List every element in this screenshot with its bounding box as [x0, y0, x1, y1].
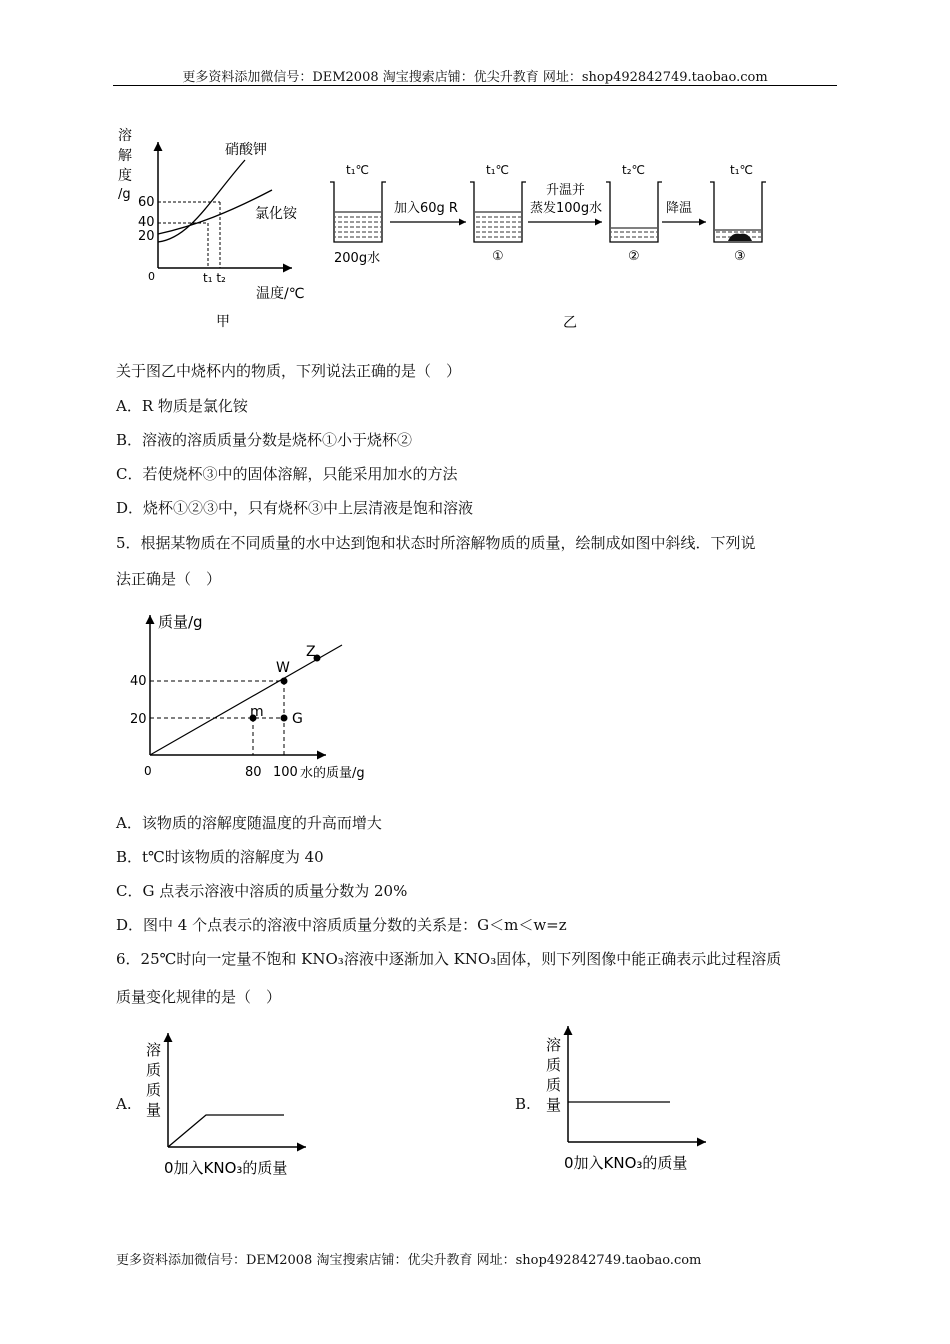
beaker3-temp: t₁℃ [730, 163, 753, 177]
beaker-1 [470, 182, 526, 242]
jia-ytick-60: 60 [138, 195, 155, 210]
q4-option-d: D．烧杯①②③中，只有烧杯③中上层清液是饱和溶液 [116, 499, 474, 517]
beaker1-label: ① [492, 249, 504, 264]
figure-jia-solubility-chart [110, 120, 320, 335]
q6-graph-b-label: B. [515, 1095, 531, 1113]
beaker0-label: 200g水 [334, 251, 381, 266]
q5-label-z: Z [306, 644, 316, 660]
jia-caption: 甲 [216, 314, 230, 330]
page-footer: 更多资料添加微信号：DEM2008 淘宝搜索店铺：优尖升教育 网址：shop492842749.taobao.com [116, 1253, 702, 1268]
jia-label-kno3: 硝酸钾 [225, 142, 267, 158]
q5-stem-line1: 5．根据某物质在不同质量的水中达到饱和状态时所溶解物质的质量，绘制成如图中斜线．下列说 [116, 534, 756, 552]
yi-caption: 乙 [563, 315, 577, 331]
jia-ytick-20: 20 [138, 229, 155, 244]
q5-xtick-100: 100 [273, 765, 298, 780]
q5-origin: 0 [144, 764, 152, 778]
q4-option-c: C．若使烧杯③中的固体溶解，只能采用加水的方法 [116, 465, 458, 483]
q5-xtick-80: 80 [245, 765, 262, 780]
figure-yi-beakers [320, 150, 780, 335]
q5-ytick-40: 40 [130, 674, 147, 689]
svg-text:质: 质 [146, 1061, 162, 1079]
svg-text:质: 质 [146, 1081, 162, 1099]
q5-option-c: C．G 点表示溶液中溶质的质量分数为 20% [116, 882, 408, 900]
q6-stem-line2: 质量变化规律的是（ ） [116, 988, 282, 1006]
arrow2-label-1: 升温并 [546, 183, 586, 198]
q4-stem: 关于图乙中烧杯内的物质，下列说法正确的是（ ） [116, 362, 462, 380]
q5-label-m: m [250, 704, 264, 720]
q6-graph-a-label: A. [116, 1095, 132, 1113]
beaker0-temp: t₁℃ [346, 163, 369, 177]
q4-option-b: B．溶液的溶质质量分数是烧杯①小于烧杯② [116, 431, 413, 449]
q5-graph [130, 605, 380, 790]
q5-stem-line2: 法正确是（ ） [116, 570, 222, 588]
jia-curve-kno3 [158, 160, 245, 242]
beaker-0 [330, 182, 386, 242]
beaker2-temp: t₂℃ [622, 163, 645, 177]
arrow2-label-2: 蒸发100g水 [530, 201, 603, 216]
beaker-2 [606, 182, 662, 242]
jia-label-nh4cl: 氯化铵 [255, 206, 297, 222]
q6-graph-a [140, 1025, 320, 1180]
beaker3-label: ③ [734, 249, 746, 264]
jia-xticks: t₁ t₂ [203, 271, 226, 285]
svg-text:量: 量 [146, 1101, 162, 1119]
jia-origin: 0 [148, 270, 155, 283]
page-header: 更多资料添加微信号：DEM2008 淘宝搜索店铺：优尖升教育 网址：shop492842749.taobao.com [182, 70, 768, 85]
svg-text:量: 量 [546, 1096, 562, 1114]
q5-label-w: W [276, 660, 290, 676]
jia-ytick-40: 40 [138, 215, 155, 230]
q5-point-g [281, 715, 288, 722]
q5-point-w [281, 678, 288, 685]
q5-ylabel: 质量/g [158, 613, 203, 631]
q5-option-d: D．图中 4 个点表示的溶液中溶质质量分数的关系是：G＜m＜w=z [116, 916, 567, 934]
q4-option-a: A．R 物质是氯化铵 [116, 397, 248, 415]
q6-a-line [168, 1115, 284, 1147]
q6-graph-b [540, 1020, 720, 1175]
q6-b-xlabel: 0加入KNO₃的质量 [564, 1154, 688, 1172]
beaker2-label: ② [628, 249, 640, 264]
jia-ylabel-char: 度 [118, 168, 132, 184]
q5-slope-line [150, 645, 342, 755]
jia-ylabel-char: 溶 [118, 128, 132, 144]
beaker1-temp: t₁℃ [486, 163, 509, 177]
q6-a-xlabel: 0加入KNO₃的质量 [164, 1159, 288, 1177]
jia-xlabel: 温度/℃ [256, 286, 305, 302]
q5-label-g: G [292, 711, 303, 727]
svg-text:质: 质 [546, 1056, 562, 1074]
svg-text:溶: 溶 [146, 1041, 162, 1059]
q5-xlabel: 水的质量/g [300, 766, 365, 781]
header-rule [113, 85, 837, 86]
arrow1-label: 加入60g R [394, 201, 458, 216]
q6-stem-line1: 6．25℃时向一定量不饱和 KNO₃溶液中逐渐加入 KNO₃固体，则下列图像中能正确表示此过程溶质 [116, 950, 782, 968]
q5-ytick-20: 20 [130, 712, 147, 727]
jia-ylabel-char: /g [118, 187, 131, 202]
svg-text:溶: 溶 [546, 1036, 562, 1054]
q5-option-a: A．该物质的溶解度随温度的升高而增大 [116, 814, 382, 832]
jia-ylabel-char: 解 [118, 148, 132, 164]
svg-text:质: 质 [546, 1076, 562, 1094]
beaker-3 [710, 182, 766, 242]
q5-option-b: B．t℃时该物质的溶解度为 40 [116, 848, 324, 866]
arrow3-label: 降温 [666, 201, 693, 216]
